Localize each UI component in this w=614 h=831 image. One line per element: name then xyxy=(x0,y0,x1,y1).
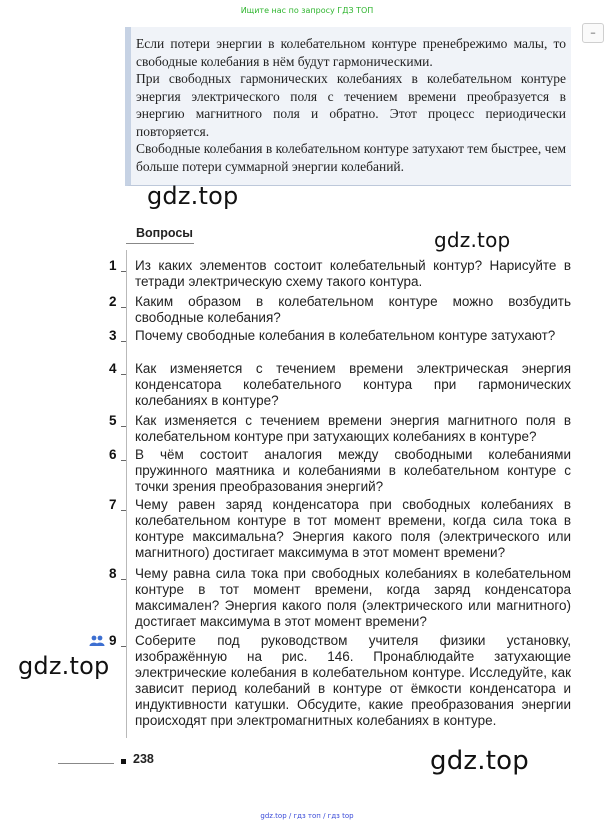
question-number: 7 xyxy=(109,497,117,512)
collapse-button[interactable]: – xyxy=(582,23,604,43)
question-number: 2 xyxy=(109,294,117,309)
summary-text xyxy=(136,35,566,175)
section-title: Вопросы xyxy=(136,226,193,240)
question-marker xyxy=(121,341,126,342)
watermark-4: gdz.top xyxy=(430,746,529,776)
watermark-1: gdz.top xyxy=(147,182,239,210)
question-item: Как изменяется с течением времени энергия магнитного поля в колебательном контуре при затухающих колебаниях в контуре? xyxy=(135,413,571,444)
question-marker xyxy=(121,579,126,580)
question-number: 3 xyxy=(109,328,117,343)
questions-rule xyxy=(126,250,127,738)
question-marker xyxy=(121,307,126,308)
question-marker xyxy=(121,374,126,375)
question-number: 4 xyxy=(109,361,117,376)
question-item: Как изменяется с течением времени электрическая энергия конденсатора колебательного контура при гармонических колебаниях в контуре? xyxy=(135,361,571,408)
question-marker xyxy=(121,646,126,647)
page-number: 238 xyxy=(133,752,154,766)
question-number: 8 xyxy=(109,566,117,581)
question-number: 5 xyxy=(109,413,117,428)
question-number: 6 xyxy=(109,447,117,462)
question-marker xyxy=(121,271,126,272)
watermark-2: gdz.top xyxy=(434,228,511,252)
group-work-icon xyxy=(89,635,105,647)
question-item: Из каких элементов состоит колебательный контур? Нарисуйте в тетради электрическую схему такого контура. xyxy=(135,258,571,289)
page-marker xyxy=(121,759,126,764)
watermark-3: gdz.top xyxy=(18,652,110,680)
summary-paragraph-2: При свободных гармонических колебаниях в колебательном контуре энергия электрического поля с течением времени преобразуется в энергию магнитного поля и обратно. Этот процесс периодически повторяется. xyxy=(136,71,566,139)
page-rule xyxy=(58,763,114,764)
question-number: 1 xyxy=(109,258,117,273)
summary-paragraph-1: Если потери энергии в колебательном контуре пренебрежимо малы, то свободные колебания в нём будут гармоническими. xyxy=(136,36,566,69)
question-item: В чём состоит аналогия между свободными колебаниями пружинного маятника и колебаниями в колебательном контуре с точки зрения преобразования энергий? xyxy=(135,447,571,494)
question-item: Соберите под руководством учителя физики установку, изображённую на рис. 146. Пронаблюдайте затухающие электрические колебания в колебательном контуре. Исследуйте, как зависит период колебаний в контуре от ёмкости конденсатора и индуктивности катушки. Обсудите, какие преобразования энергии происходят при электромагнитных колебаниях в контуре. xyxy=(135,633,571,728)
question-marker xyxy=(121,460,126,461)
question-item: Почему свободные колебания в колебательном контуре затухают? xyxy=(135,328,556,343)
top-banner: Ищите нас по запросу ГДЗ ТОП xyxy=(240,6,374,15)
section-rule xyxy=(126,243,194,244)
question-marker xyxy=(121,426,126,427)
question-item: Чему равна сила тока при свободных колебаниях в колебательном контуре в тот момент времени, когда заряд конденсатора максимален? Энергия какого поля (электрического или магнитного) достигает максимума в этот момент времени? xyxy=(135,566,571,629)
question-marker xyxy=(121,510,126,511)
summary-paragraph-3: Свободные колебания в колебательном контуре затухают тем быстрее, чем больше потери суммарной энергии колебаний. xyxy=(136,141,566,174)
question-number: 9 xyxy=(109,633,117,648)
question-item: Чему равен заряд конденсатора при свободных колебаниях в колебательном контуре в тот момент времени, когда сила тока в контуре максимальна? Энергия какого поля (электрического или магнитного) достигает максимума в этот момент времени? xyxy=(135,497,571,560)
footer-links[interactable]: gdz.top / гдз топ / гдз top xyxy=(260,812,354,820)
question-item: Каким образом в колебательном контуре можно возбудить свободные колебания? xyxy=(135,294,571,325)
